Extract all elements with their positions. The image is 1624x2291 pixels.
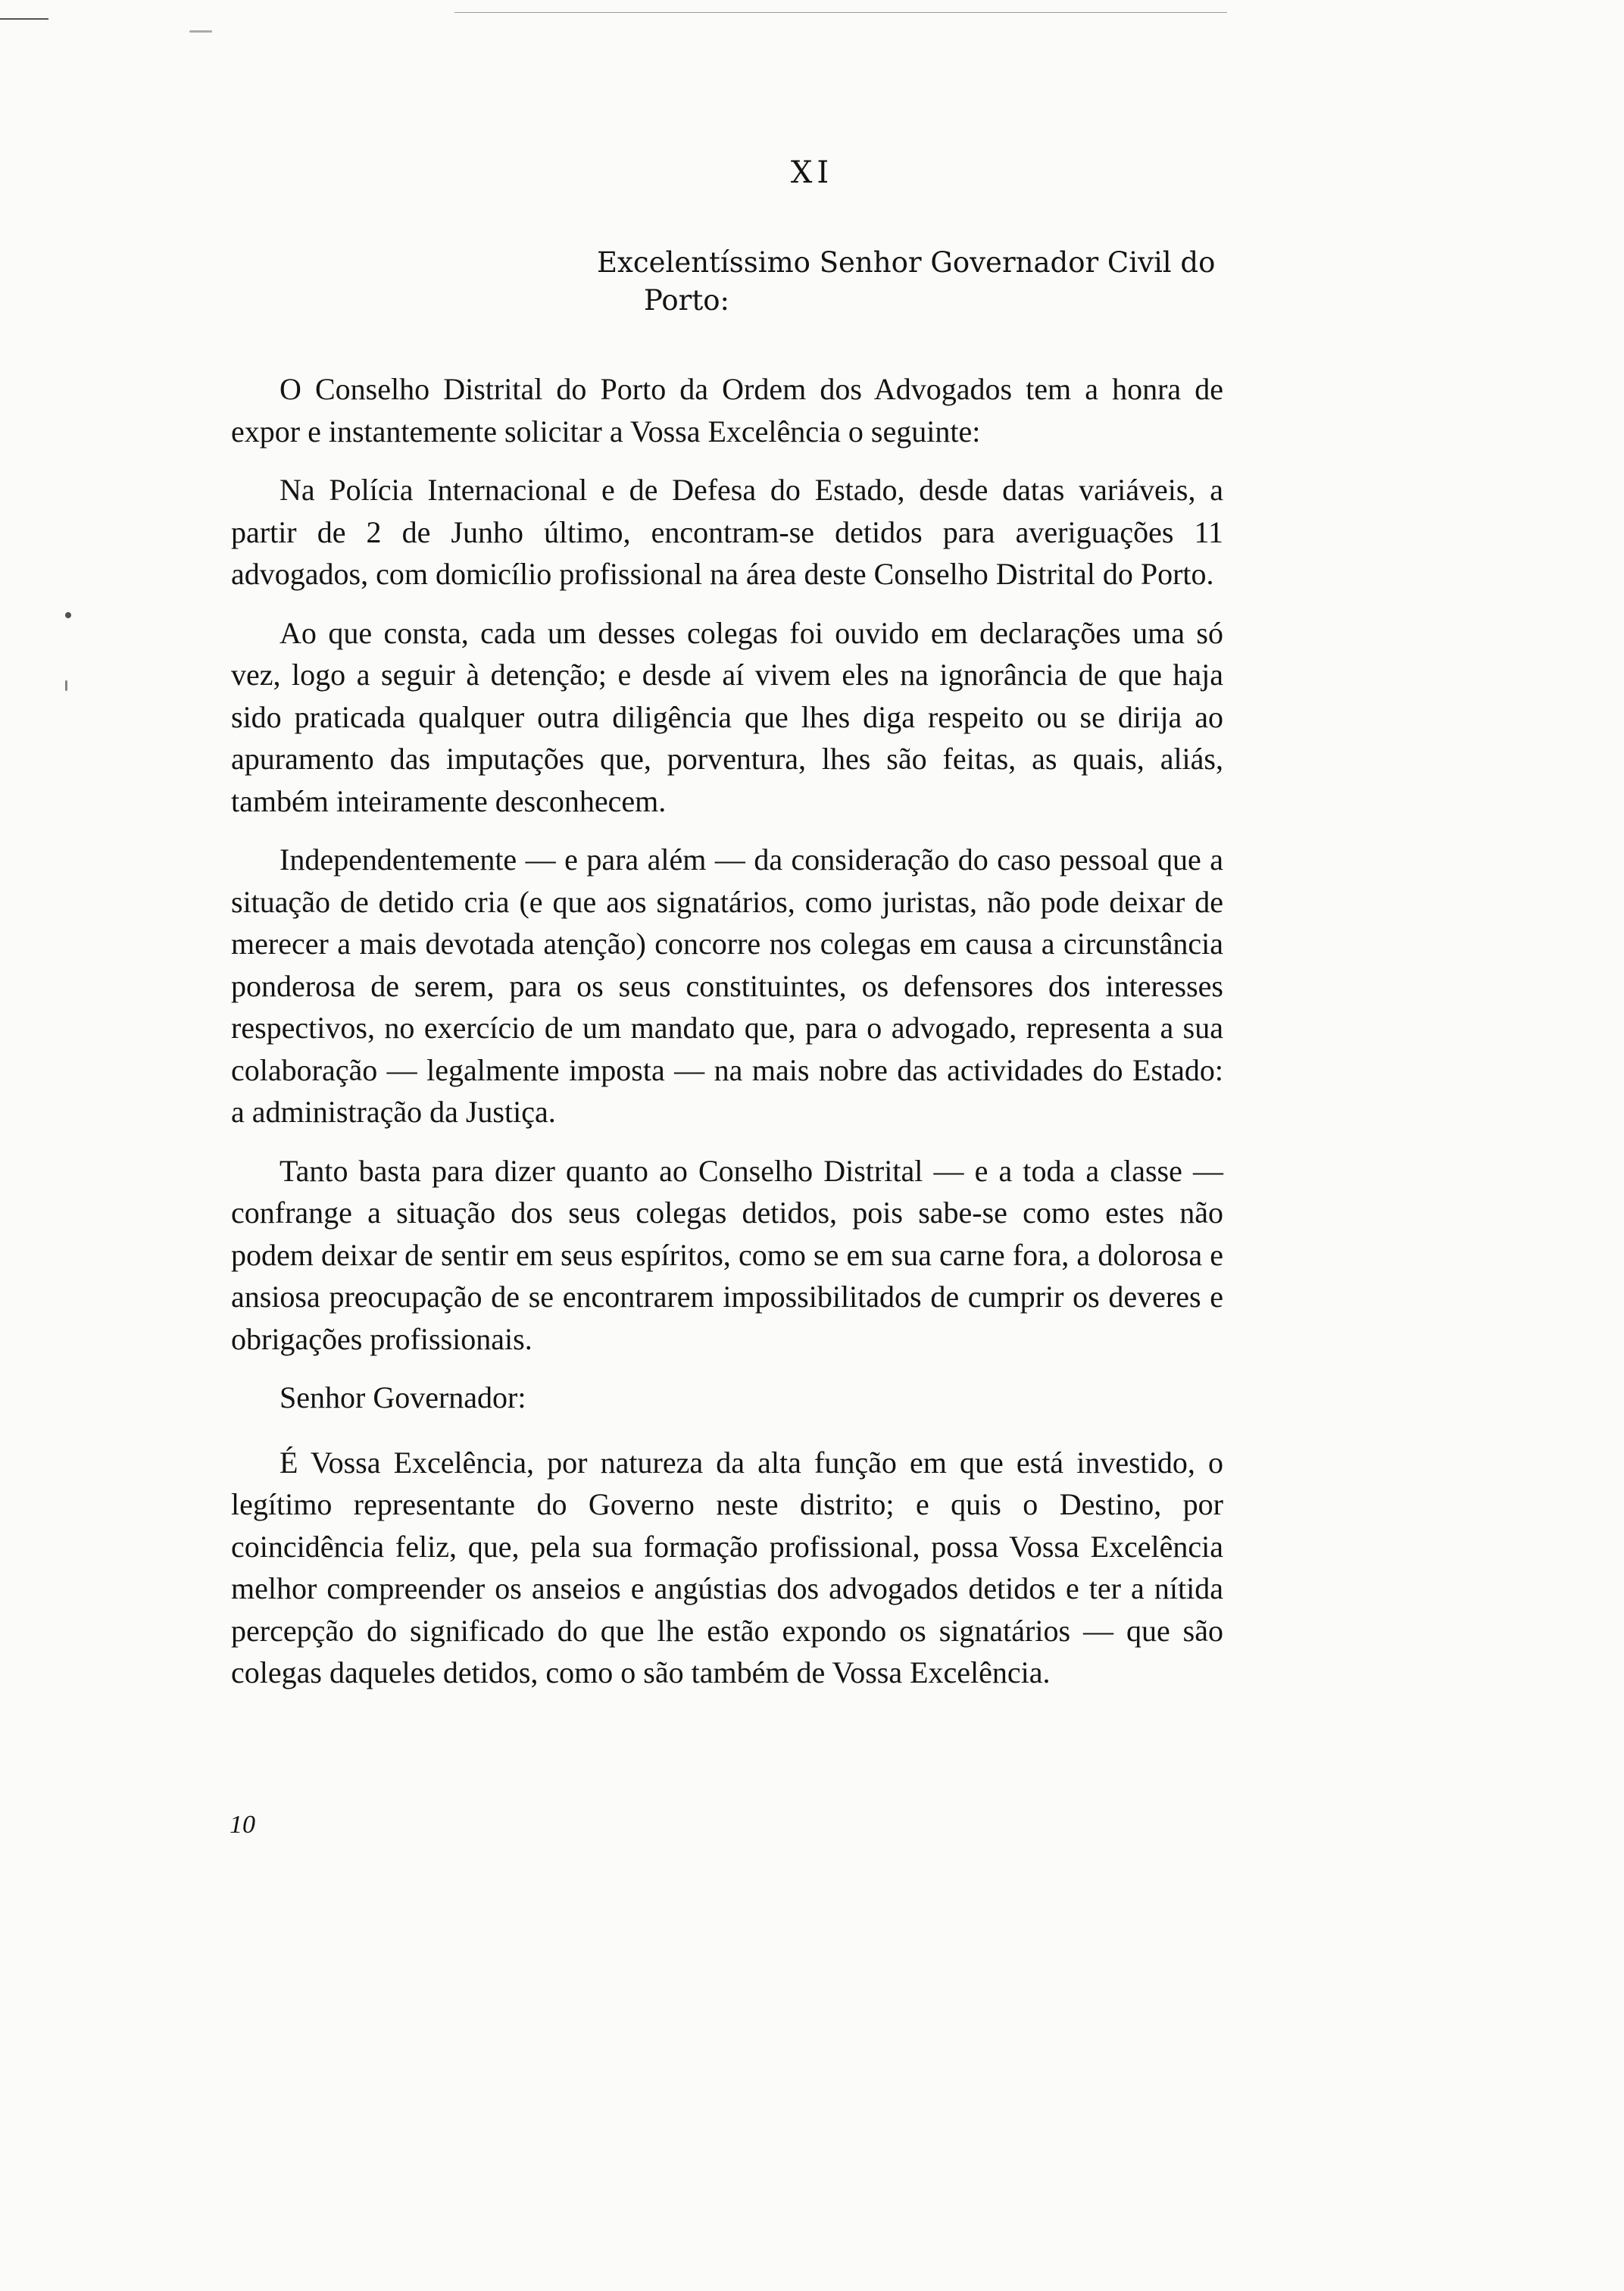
scan-edge-line bbox=[454, 12, 1227, 13]
letter-body bbox=[231, 368, 1223, 1711]
paragraph-2: Na Polícia Internacional e de Defesa do Estado, desde datas variáveis, a partir de 2 de Junho último, encontram-se detidos para averiguações 11 advogados, com domicílio profissional na área deste Conselho Distrital do Porto. bbox=[231, 473, 1223, 591]
salutation: Senhor Governador: bbox=[280, 1380, 526, 1414]
paragraph-6: É Vossa Excelência, por natureza da alta função em que está investido, o legítimo representante do Governo neste distrito; e quis o Destino, por coincidência feliz, que, pela sua formação profissional, possa Vossa Excelência melhor compreender os anseios e angústias dos advogados detidos e ter a nítida percepção do significado do que lhe estão expondo os signatários — que são colegas daqueles detidos, como o são também de Vossa Excelência. bbox=[231, 1445, 1223, 1689]
scan-edge-line bbox=[0, 18, 48, 20]
page-number: 10 bbox=[230, 1811, 255, 1839]
paragraph-3: Ao que consta, cada um desses colegas foi ouvido em declarações uma só vez, logo a seguir à detenção; e desde aí vivem eles na ignorância de que haja sido praticada qualquer outra diligência que lhes diga respeito ou se dirija ao apuramento das imputações que, porventura, lhes são feitas, as quais, aliás, também inteiramente desconhecem. bbox=[231, 615, 1223, 818]
paragraph-1: O Conselho Distrital do Porto da Ordem dos Advogados tem a honra de expor e instantemente solicitar a Vossa Excelência o seguinte: bbox=[231, 372, 1223, 449]
paragraph-4: Independentemente — e para além — da consideração do caso pessoal que a situação de detido cria (e que aos signatários, como juristas, não pode deixar de merecer a mais devotada atenção) concorre nos colegas em causa a circunstância ponderosa de serem, para os seus constituintes, os defensores dos interesses respectivos, no exercício de um mandato que, para o advogado, representa a sua colaboração — legalmente imposta — na mais nobre das actividades do Estado: a administração da Justiça. bbox=[231, 842, 1223, 1129]
address-line-2: Porto: bbox=[644, 284, 729, 317]
address-salutation bbox=[597, 244, 1215, 320]
paragraph-5: Tanto basta para dizer quanto ao Conselho Distrital — e a toda a classe — confrange a situação dos seus colegas detidos, pois sabe-se como estes não podem deixar de sentir em seus espíritos, como se em sua carne fora, a dolorosa e ansiosa preocupação de se encontrarem impossibilitados de cumprir os deveres e obrigações profissionais. bbox=[231, 1153, 1223, 1356]
address-line-1: Excelentíssimo Senhor Governador Civil do bbox=[597, 246, 1216, 279]
scan-speck bbox=[65, 680, 67, 691]
scan-speck bbox=[189, 30, 212, 33]
chapter-number: XI bbox=[790, 155, 834, 190]
scan-speck bbox=[65, 612, 71, 618]
